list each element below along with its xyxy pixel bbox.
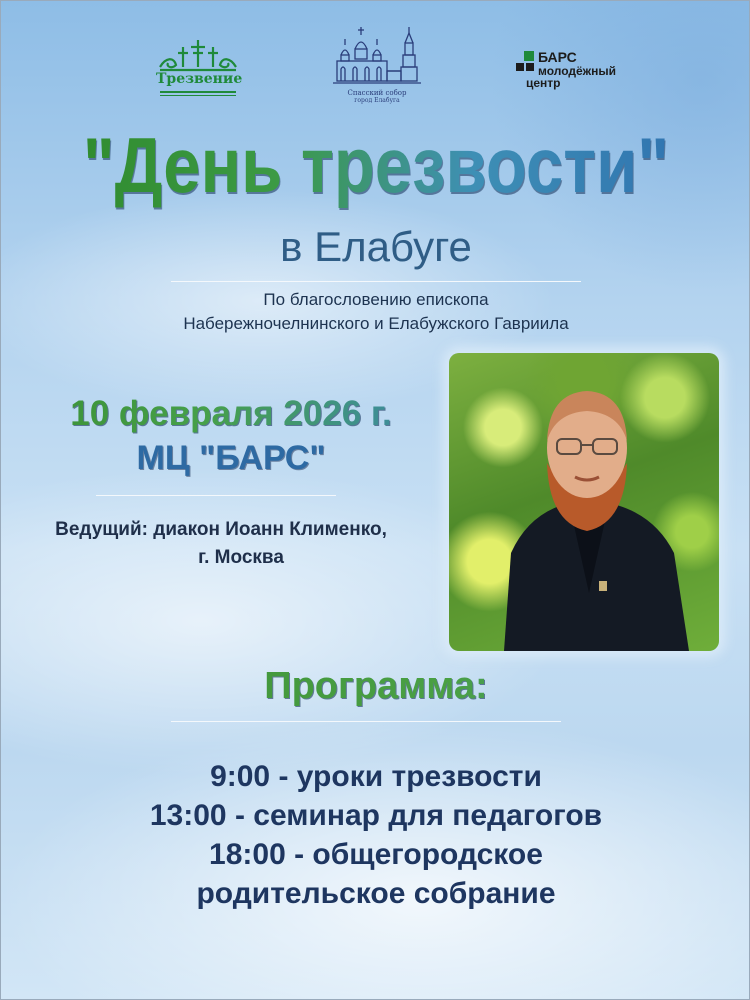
- divider-middle: [96, 495, 336, 496]
- logo-underline: [160, 91, 236, 93]
- trezvenie-logo: [156, 37, 246, 103]
- schedule-item: 9:00 - уроки трезвости: [210, 760, 542, 793]
- bars-logo-line2: молодёжный: [538, 64, 617, 78]
- cathedral-logo-caption: [331, 89, 423, 105]
- bars-logo-line3: центр: [526, 76, 561, 90]
- host-line2: г. Москва: [198, 547, 284, 568]
- blessing-text: [1, 288, 750, 336]
- program-title: Программа:: [1, 663, 750, 709]
- bars-logo-name: БАРС: [538, 49, 577, 65]
- logo-underline-thin: [160, 95, 236, 96]
- cathedral-caption-line1: Спасский собор: [347, 89, 407, 97]
- schedule-item: родительское собрание: [196, 877, 556, 910]
- bars-logo: [516, 45, 626, 97]
- divider-top: [171, 281, 581, 282]
- cathedral-logo: [331, 25, 423, 121]
- event-subtitle: в Елабуге: [280, 223, 472, 270]
- host-line1: Ведущий: диакон Иоанн Клименко,: [55, 519, 387, 540]
- cathedral-caption-line2: город Елабуга: [354, 97, 400, 104]
- event-title: "День трезвости": [54, 119, 699, 211]
- event-date: 10 февраля 2026 г.: [1, 394, 461, 434]
- schedule-item: 13:00 - семинар для педагогов: [149, 799, 603, 832]
- speaker-photo: [449, 353, 719, 651]
- event-venue: МЦ "БАРС": [136, 439, 326, 477]
- cathedral-icon: [331, 25, 423, 87]
- cross-ornament-icon: [156, 37, 240, 73]
- speaker-portrait-icon: [449, 353, 719, 651]
- trezvenie-logo-text: Трезвение: [156, 71, 243, 87]
- host-info: [16, 516, 426, 572]
- divider-bottom: [171, 721, 561, 722]
- blessing-line2: Набережночелнинского и Елабужского Гавриила: [183, 314, 569, 333]
- program-schedule: [1, 757, 750, 913]
- blessing-line1: По благословению епископа: [263, 290, 489, 309]
- schedule-item: 18:00 - общегородское: [209, 838, 543, 871]
